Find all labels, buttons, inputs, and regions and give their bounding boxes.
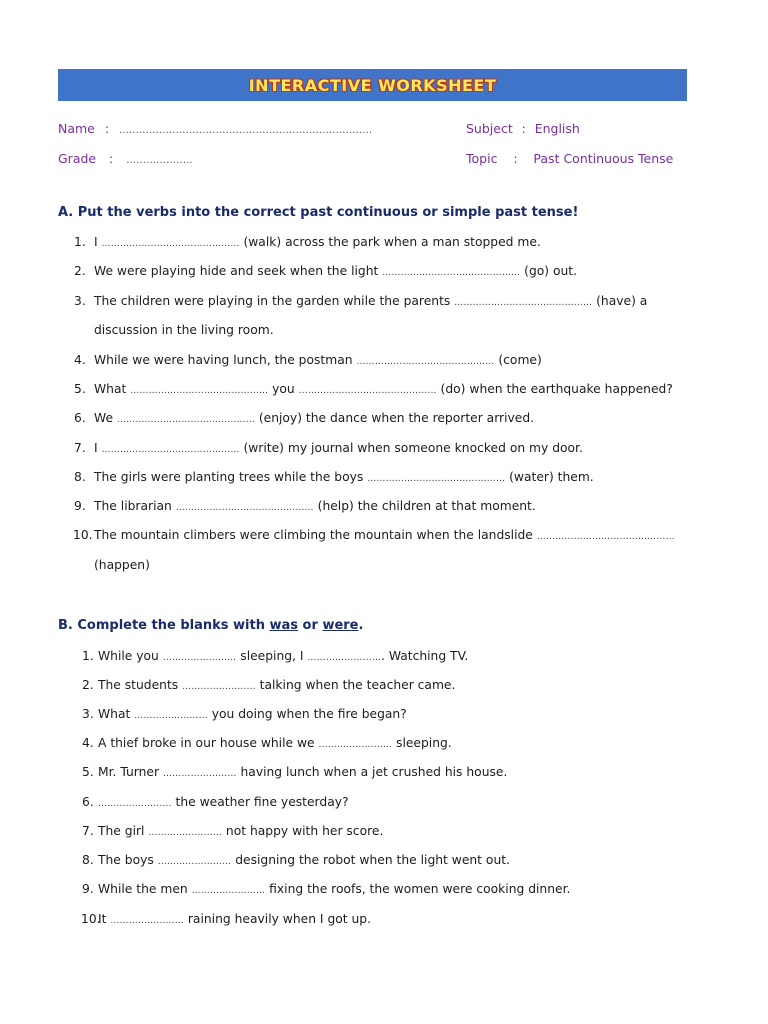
answer-blank[interactable]: …………………… xyxy=(98,799,172,809)
question-text: Mr. Turner xyxy=(98,765,163,779)
question-text: (enjoy) the dance when the reporter arrived. xyxy=(254,411,535,425)
exercise-a-number: 1. xyxy=(74,235,86,249)
exercise-b-item xyxy=(98,882,570,896)
answer-blank[interactable]: ……………………………………… xyxy=(298,386,437,396)
exercise-b-item xyxy=(98,678,455,692)
answer-blank[interactable]: ……………………………………… xyxy=(454,298,593,308)
section-b-title-mid: or xyxy=(298,618,323,633)
exercise-b-number: 7. xyxy=(82,824,94,838)
question-text: not happy with her score. xyxy=(222,824,384,838)
question-text: having lunch when a jet crushed his house. xyxy=(236,765,508,779)
answer-blank[interactable]: …………………… xyxy=(162,653,237,663)
question-text: designing the robot when the light went out. xyxy=(231,853,510,867)
exercise-a-number: 8. xyxy=(74,470,86,484)
question-text: The mountain climbers were climbing the mountain when the landslide xyxy=(94,528,537,542)
exercise-a-item xyxy=(94,558,150,572)
exercise-b-number: 9. xyxy=(82,882,94,896)
question-text: raining heavily when I got up. xyxy=(183,912,372,926)
exercise-a-number: 2. xyxy=(74,264,86,278)
question-text: talking when the teacher came. xyxy=(255,678,456,692)
subject-label: Subject xyxy=(466,121,513,136)
question-text: What xyxy=(94,382,131,396)
question-text: (come) xyxy=(494,353,542,367)
question-text: The girls were planting trees while the boys xyxy=(94,470,368,484)
question-text: We xyxy=(94,411,117,425)
exercise-b-number: 2. xyxy=(82,678,94,692)
question-text: (water) them. xyxy=(505,470,594,484)
exercise-b-item xyxy=(98,795,349,809)
exercise-b-number: 10. xyxy=(81,912,101,926)
exercise-a-item xyxy=(94,323,274,337)
question-text: the weather fine yesterday? xyxy=(171,795,349,809)
exercise-a-item xyxy=(94,528,675,542)
subject-row: Subject : English xyxy=(466,121,580,136)
section-b-title-suffix: . xyxy=(358,618,364,633)
exercise-a-item xyxy=(94,382,673,396)
answer-blank[interactable]: …………………… xyxy=(110,916,184,926)
exercise-b-item xyxy=(98,765,507,779)
exercise-b-number: 5. xyxy=(82,765,94,779)
question-text: (help) the children at that moment. xyxy=(313,499,536,513)
name-row: Name : …………………………………………………………………. xyxy=(58,121,373,136)
exercise-a-number: 5. xyxy=(74,382,86,396)
question-text: (write) my journal when someone knocked on my door. xyxy=(239,441,583,455)
answer-blank[interactable]: ……………………………………… xyxy=(356,357,495,367)
answer-blank[interactable]: ……………………………………… xyxy=(116,415,255,425)
exercise-b-number: 3. xyxy=(82,707,94,721)
exercise-b-number: 8. xyxy=(82,853,94,867)
exercise-a-item xyxy=(94,441,583,455)
exercise-b-item xyxy=(98,707,407,721)
question-text: While you xyxy=(98,649,163,663)
answer-blank[interactable]: ……………………………………… xyxy=(130,386,269,396)
answer-blank[interactable]: …………………… xyxy=(307,653,382,663)
question-text: you doing when the fire began? xyxy=(207,707,407,721)
answer-blank[interactable]: …………………… xyxy=(157,857,232,867)
topic-row: Topic : Past Continuous Tense xyxy=(466,151,674,166)
answer-blank[interactable]: …………………… xyxy=(134,711,208,721)
topic-label: Topic xyxy=(466,151,498,166)
answer-blank[interactable]: …………………… xyxy=(162,769,237,779)
worksheet-banner xyxy=(58,69,687,101)
name-label: Name xyxy=(58,121,95,136)
answer-blank[interactable]: ……………………………………… xyxy=(382,268,521,278)
question-text: I xyxy=(94,235,102,249)
worksheet-title: INTERACTIVE WORKSHEET xyxy=(248,75,497,95)
exercise-a-item xyxy=(94,499,536,513)
question-text: We were playing hide and seek when the light xyxy=(94,264,383,278)
question-text: you xyxy=(268,382,299,396)
question-text: It xyxy=(98,912,111,926)
exercise-a-number: 4. xyxy=(74,353,86,367)
answer-blank[interactable]: ……………………………………… xyxy=(175,503,314,513)
exercise-b-number: 4. xyxy=(82,736,94,750)
exercise-a-item xyxy=(94,264,577,278)
answer-blank[interactable]: …………………… xyxy=(148,828,222,838)
question-text: What xyxy=(98,707,135,721)
exercise-b-number: 1. xyxy=(82,649,94,663)
answer-blank[interactable]: ……………………………………… xyxy=(101,239,240,249)
grade-label: Grade xyxy=(58,151,97,166)
question-text: (happen) xyxy=(94,558,150,572)
question-text: sleeping, I xyxy=(236,649,308,663)
exercise-a-item xyxy=(94,353,542,367)
exercise-b-item xyxy=(98,853,510,867)
exercise-b-item xyxy=(98,736,452,750)
grade-blank[interactable]: ……………….. xyxy=(126,155,193,166)
question-text: The girl xyxy=(98,824,149,838)
name-blank[interactable]: …………………………………………………………………. xyxy=(118,125,373,136)
question-text: I xyxy=(94,441,102,455)
question-text: While the men xyxy=(98,882,192,896)
grade-row: Grade : ……………….. xyxy=(58,151,193,166)
question-text: The children were playing in the garden while the parents xyxy=(94,294,455,308)
section-b-title xyxy=(58,618,363,633)
exercise-a-item xyxy=(94,411,534,425)
exercise-a-number: 10. xyxy=(73,528,93,542)
question-text: sleeping. xyxy=(392,736,452,750)
exercise-b-item xyxy=(98,649,468,663)
question-text: The librarian xyxy=(94,499,176,513)
question-text: fixing the roofs, the women were cooking dinner. xyxy=(265,882,571,896)
answer-blank[interactable]: …………………… xyxy=(318,740,393,750)
answer-blank[interactable]: …………………… xyxy=(182,682,256,692)
section-b-word-was: was xyxy=(269,618,299,633)
section-a-title: A. Put the verbs into the correct past continuous or simple past tense! xyxy=(58,205,579,220)
answer-blank[interactable]: …………………… xyxy=(191,886,266,896)
question-text: discussion in the living room. xyxy=(94,323,274,337)
answer-blank[interactable]: ……………………………………… xyxy=(536,532,675,542)
question-text: The boys xyxy=(98,853,158,867)
exercise-a-item xyxy=(94,294,647,308)
question-text: . Watching TV. xyxy=(381,649,469,663)
exercise-a-item xyxy=(94,235,541,249)
exercise-a-number: 3. xyxy=(74,294,86,308)
exercise-b-number: 6. xyxy=(82,795,94,809)
question-text: (go) out. xyxy=(520,264,578,278)
section-b-word-were: were xyxy=(322,618,359,633)
question-text: While we were having lunch, the postman xyxy=(94,353,357,367)
exercise-a-number: 6. xyxy=(74,411,86,425)
exercise-a-item xyxy=(94,470,594,484)
exercise-b-item xyxy=(98,912,371,926)
section-b-title-prefix: B. Complete the blanks with xyxy=(58,618,270,633)
exercise-b-item xyxy=(98,824,383,838)
question-text: (walk) across the park when a man stopped me. xyxy=(239,235,541,249)
answer-blank[interactable]: ……………………………………… xyxy=(101,445,240,455)
question-text: The students xyxy=(98,678,183,692)
question-text: (have) a xyxy=(592,294,648,308)
answer-blank[interactable]: ……………………………………… xyxy=(367,474,506,484)
question-text: (do) when the earthquake happened? xyxy=(436,382,673,396)
exercise-a-number: 9. xyxy=(74,499,86,513)
question-text: A thief broke in our house while we xyxy=(98,736,319,750)
topic-value: Past Continuous Tense xyxy=(533,151,674,166)
exercise-a-number: 7. xyxy=(74,441,86,455)
subject-value: English xyxy=(534,121,580,136)
